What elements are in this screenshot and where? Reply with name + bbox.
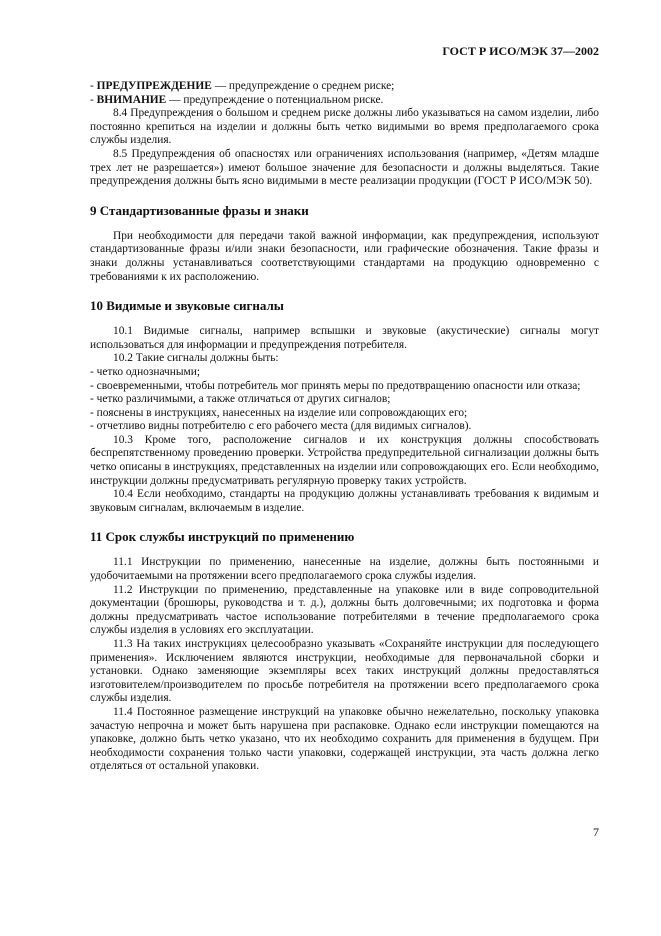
section-9-paragraph: При необходимости для передачи такой важной информации, как предупреждения, используют стандартизованные фразы и/или знаки безопасности, или графические обозначения. Такие фразы и знаки должны устанавливаться соответствующими стандартами на продукцию одновременно с требованиями к их расположению.	[90, 229, 599, 283]
list-item: - четко различимыми, а также отличаться от других сигналов;	[90, 393, 391, 406]
caution-label: ВНИМАНИЕ	[96, 93, 167, 106]
section-10-heading: 10 Видимые и звуковые сигналы	[90, 298, 284, 314]
paragraph-10-4: 10.4 Если необходимо, стандарты на продукцию должны устанавливать требования к видимым и звуковым сигналам, включаемым в изделие.	[90, 488, 599, 514]
list-dash: -	[90, 93, 97, 106]
warning-text: — предупреждение о среднем риске;	[211, 80, 395, 92]
paragraph-10-3: 10.3 Кроме того, расположение сигналов и их конструкция должны способствовать беспрепятственному проведению проверки. Устройства предупредительной сигнализации должны быть четко описаны в инструкциях, представленных на изделии или сопровождающих его. Если необходимо, инструкции должны предусматривать регулярную проверку таких устройств.	[90, 433, 599, 487]
intro-line-caution	[90, 94, 599, 108]
warning-label: ПРЕДУПРЕЖДЕНИЕ	[96, 80, 212, 92]
paragraph-11-1: 11.1 Инструкции по применению, нанесенные на изделие, должны быть постоянными и удобочитаемыми на протяжении всего предполагаемого срока службы изделия.	[90, 556, 599, 583]
section-11-heading: 11 Срок службы инструкций по применению	[90, 529, 355, 545]
section-9-heading: 9 Стандартизованные фразы и знаки	[90, 202, 309, 218]
list-item: - четко однозначными;	[90, 365, 200, 378]
paragraph-11-2: 11.2 Инструкции по применению, представленные на упаковке или в виде сопроводительной документации (брошюры, руководства и т. д.), должны быть долговечными; их подготовка и форма должны предусматривать частое использование потребителями в течение предполагаемого срока службы изделия в условиях его эксплуатации.	[90, 583, 599, 637]
list-dash: -	[90, 80, 97, 92]
caution-text: — предупреждение о потенциальном риске.	[166, 93, 384, 106]
page-number: 7	[593, 825, 599, 839]
paragraph-11-3: 11.3 На таких инструкциях целесообразно указывать «Сохраняйте инструкции для последующего применения». Исключением являются инструкции, необходимые для первоначальной сборки и установки. Однако заменяющие экземпляры всех таких инструкций должны предоставляться изготовителем/производителем по просьбе потребителя на протяжении всего предполагаемого срока службы изделия.	[90, 638, 599, 705]
paragraph-8-4: 8.4 Предупреждения о большом и среднем риске должны либо указываться на самом изделии, либо постоянно крепиться на изделии и должны быть четко видимыми во время предполагаемого срока службы изделия.	[90, 107, 599, 147]
paragraph-11-4: 11.4 Постоянное размещение инструкций на упаковке обычно нежелательно, поскольку упаковка зачастую непрочна и может быть нарушена при распаковке. Однако если инструкции помещаются на упаковке, должно быть четко указано, что их необходимо сохранить для применения в будущем. При необходимости сохранения только части упаковки, содержащей инструкции, эта часть должна легко отделяться от остальной упаковки.	[90, 705, 599, 773]
list-item: - отчетливо видны потребителю с его рабочего места (для видимых сигналов).	[90, 420, 472, 433]
document-header: ГОСТ Р ИСО/МЭК 37—2002	[442, 44, 599, 58]
document-body	[90, 80, 599, 774]
paragraph-10-2: 10.2 Такие сигналы должны быть:	[113, 352, 279, 365]
paragraph-8-5: 8.5 Предупреждения об опасностях или ограничениях использования (например, «Детям младше трех лет не разрешается») имеют большое значение для безопасности и должны выделяться. Такие предупреждения должны быть ясно видимыми в месте реализации продукции (ГОСТ Р ИСО/МЭК 50).	[90, 147, 599, 188]
list-item: - своевременными, чтобы потребитель мог принять меры по предотвращению опасности или отказа;	[90, 379, 581, 392]
list-item: - пояснены в инструкциях, нанесенных на изделие или сопровождающих его;	[90, 406, 468, 419]
intro-line-warning	[90, 80, 599, 94]
paragraph-10-1: 10.1 Видимые сигналы, например вспышки и звуковые (акустические) сигналы могут использоваться для информации и предупреждения потребителя.	[90, 325, 599, 351]
